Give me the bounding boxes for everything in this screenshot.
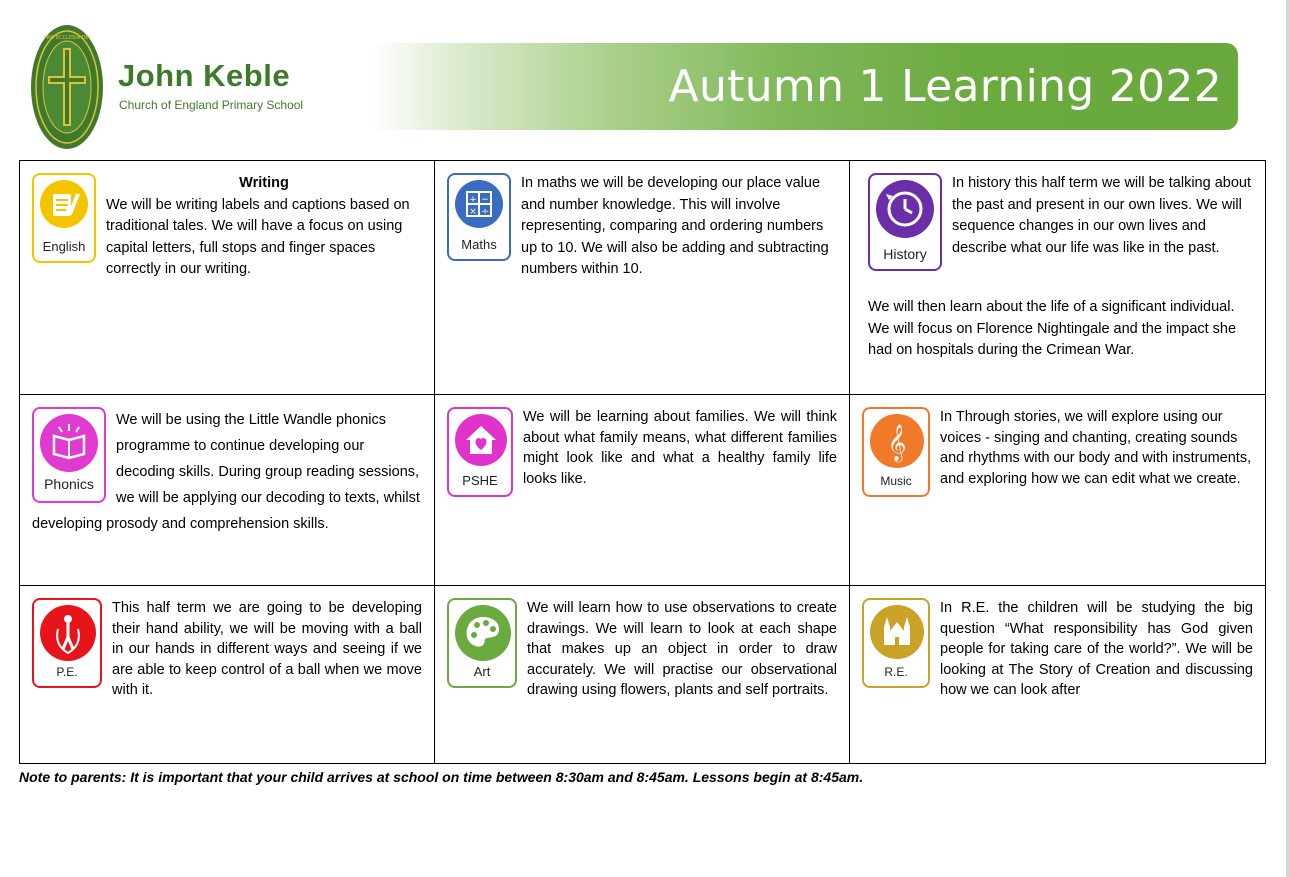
- history-text: In history this half term we will be talking about the past and present in our own lives. We will sequence changes in our own lives and describe what our life was like in the past.: [952, 175, 1251, 256]
- phonics-book-icon: [32, 407, 106, 503]
- re-label: R.E.: [884, 664, 908, 679]
- cell-history: [850, 161, 1266, 395]
- parents-note: Note to parents: It is important that your child arrives at school on time between 8:30am and 8:45am. Lessons begin at 8:45am.: [19, 769, 864, 785]
- crest-motto: PRO ECCLESIA DEI: [43, 35, 91, 41]
- school-crest-logo: [30, 24, 104, 150]
- art-palette-icon: [447, 598, 517, 688]
- history-label: History: [883, 245, 927, 262]
- cell-music: [850, 395, 1266, 586]
- maths-text: In maths we will be developing our place value and number knowledge. This will involve representing, comparing and ordering numbers up to 10. We will also be adding and subtracting numbers within 10.: [521, 175, 829, 277]
- pe-text: This half term we are going to be developing their hand ability, we will be moving with a ball in our hands in different ways and seeing if we are able to keep control of a ball when we move with it.: [112, 600, 422, 698]
- pshe-house-heart-icon: [447, 407, 513, 497]
- svg-text:+: +: [469, 195, 477, 205]
- music-treble-clef-icon: [862, 407, 930, 497]
- cell-art: [435, 586, 850, 764]
- svg-text:−: −: [481, 195, 489, 205]
- pe-label: P.E.: [56, 664, 78, 679]
- art-text: We will learn how to use observations to create drawings. We will learn to look at each shape that makes up an object in order to draw accurately. We will practise our observational drawing using flowers, plants and self portraits.: [527, 600, 837, 698]
- history-clock-icon: [868, 173, 942, 271]
- music-text: In Through stories, we will explore using our voices - singing and chanting, creating sounds and rhythms with our body and with instruments, and exploring how we can edit what we create.: [940, 409, 1252, 487]
- cell-pshe: [435, 395, 850, 586]
- title-banner: [372, 43, 1238, 130]
- cell-re: [850, 586, 1266, 764]
- re-church-icon: [862, 598, 930, 688]
- phonics-label: Phonics: [44, 476, 94, 492]
- cell-english: [20, 161, 435, 395]
- maths-calculator-icon: [447, 173, 511, 261]
- pshe-text: We will be learning about families. We will think about what family means, what different families might look like and what a healthy family life looks like.: [523, 409, 837, 487]
- pshe-label: PSHE: [462, 472, 498, 488]
- cell-phonics: [20, 395, 435, 586]
- maths-label: Maths: [461, 236, 497, 252]
- school-subtitle: Church of England Primary School: [119, 98, 304, 112]
- music-label: Music: [880, 473, 912, 488]
- pe-skipping-icon: [32, 598, 102, 688]
- english-writing-icon: [32, 173, 96, 263]
- cell-pe: [20, 586, 435, 764]
- svg-text:𝄞: 𝄞: [887, 423, 907, 461]
- history-text-2: We will then learn about the life of a significant individual. We will focus on Florence Nightingale and the impact she had on hospitals during the Crimean War.: [868, 299, 1237, 358]
- svg-text:÷: ÷: [481, 207, 489, 217]
- school-name: John Keble: [118, 58, 291, 93]
- phonics-text: We will be using the Little Wandle phonics programme to continue developing our decoding skills. During group reading sessions, we will be applying our decoding to texts, whilst developing prosody and comprehension skills.: [32, 412, 420, 532]
- english-heading: Writing: [239, 175, 289, 191]
- cell-maths: [435, 161, 850, 395]
- english-text: We will be writing labels and captions based on traditional tales. We will have a focus on using capital letters, full stops and finger spaces correctly in our writing.: [106, 196, 410, 277]
- english-label: English: [42, 238, 86, 254]
- learning-grid: [19, 160, 1266, 764]
- art-label: Art: [473, 663, 491, 679]
- svg-text:×: ×: [469, 207, 477, 217]
- re-text: In R.E. the children will be studying the big question “What responsibility has God given people for taking care of the world?”. We will be looking at The Story of Creation and discussing how we can look after: [940, 600, 1253, 698]
- page-title: Autumn 1 Learning 2022: [668, 61, 1222, 112]
